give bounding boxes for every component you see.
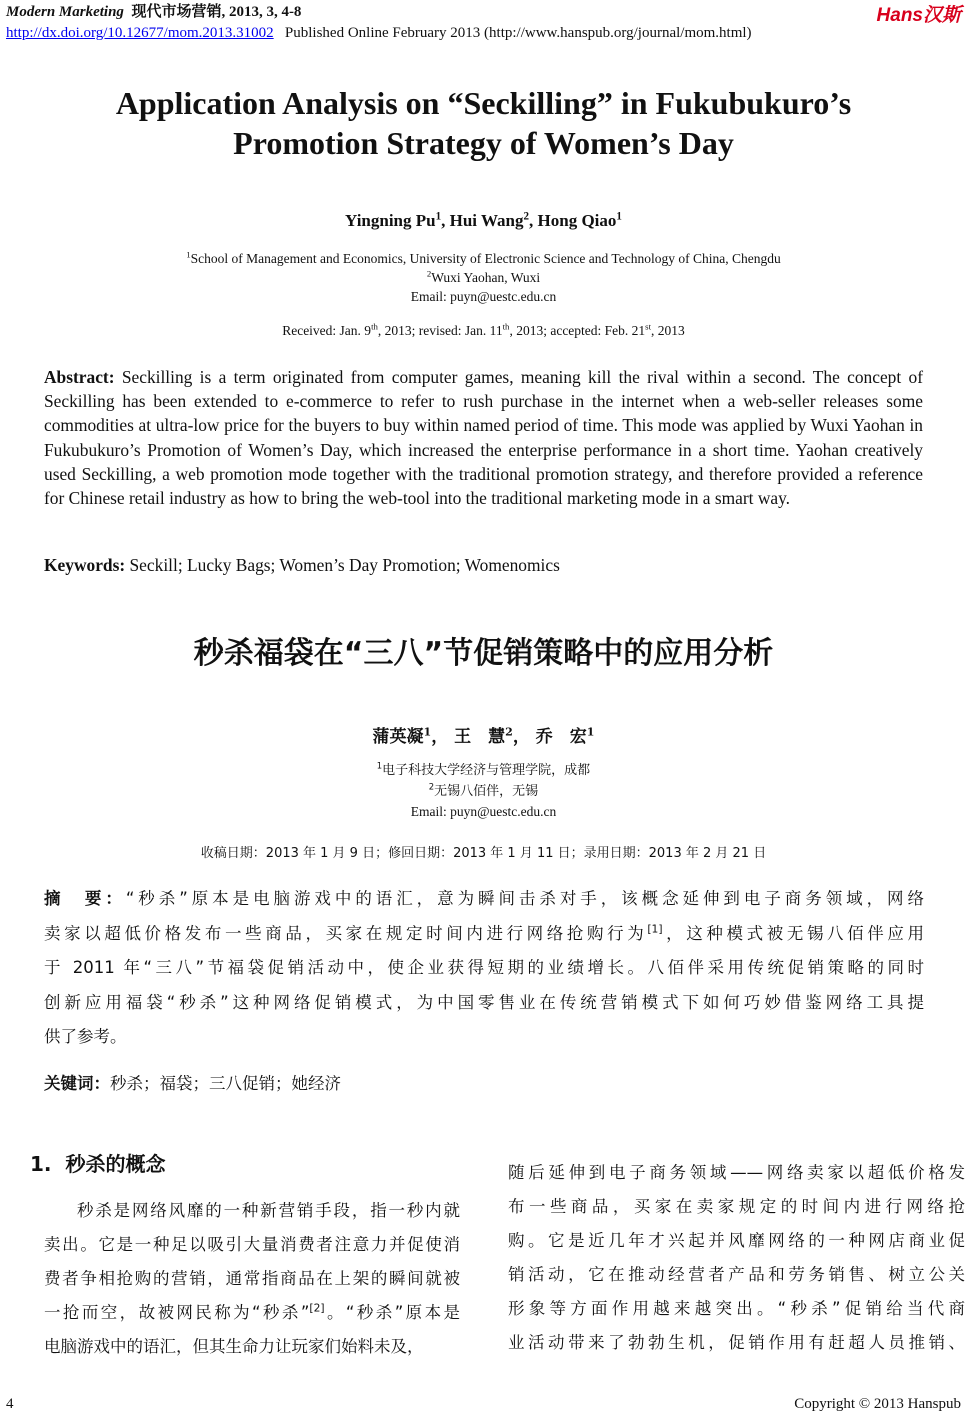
t: Received: Jan. 9 xyxy=(282,323,372,338)
t: “秒杀”原本是电脑游戏中的语汇，意为瞬间击杀对手，该概念延伸到电子商务领域，网络 xyxy=(125,889,924,908)
title-line: Application Analysis on “Seckilling” in Fukubukuro’s xyxy=(115,85,852,121)
author: Hui Wang xyxy=(449,211,524,230)
line xyxy=(44,917,924,952)
cn-title: 秒杀福袋在“三八”节促销策略中的应用分析 xyxy=(193,636,774,671)
published-info: Published Online February 2013 (http://www.hanspub.org/journal/mom.html) xyxy=(284,25,752,41)
t: st xyxy=(645,321,652,332)
aff-sup: 2 xyxy=(426,268,432,279)
author-sup: 1 xyxy=(435,210,442,223)
email: Email: puyn@uestc.edu.cn xyxy=(410,289,557,304)
line: 形象等方面作用越来越突出。“秒杀”促销给当代商 xyxy=(508,1299,965,1318)
t: , 2013; accepted: Feb. 21 xyxy=(509,323,646,338)
received-dates xyxy=(0,323,967,339)
citation[interactable]: [2] xyxy=(309,1301,325,1315)
authors: Yingning Pu$^1$, Hui Wang$^2$, Hong Qiao$^1$ xyxy=(345,210,622,230)
cn-abstract xyxy=(44,882,924,1055)
line xyxy=(44,882,924,917)
t: , 2013; revised: Jan. 11 xyxy=(377,323,503,338)
hans-logo: Hans汉斯 xyxy=(876,5,961,26)
section-number: 1. xyxy=(30,1152,52,1176)
journal-name: Modern Marketing xyxy=(6,4,124,20)
line: 卖出。它是一种足以吸引大量消费者注意力并促使消 xyxy=(44,1235,460,1254)
t: , 2013 xyxy=(651,323,685,338)
t: 。“秒杀”原本是 xyxy=(324,1303,460,1322)
affiliation xyxy=(0,249,967,268)
author: Hong Qiao xyxy=(537,211,617,230)
t: 卖家以超低价格发布一些商品，买家在规定时间内进行网络抢购行为 xyxy=(44,923,648,943)
cn-author: 乔 宏 xyxy=(535,727,587,747)
keywords-text: Seckill; Lucky Bags; Women’s Day Promotion; Womenomics xyxy=(129,555,560,575)
cn-email: Email: puyn@uestc.edu.cn xyxy=(410,804,557,819)
line: 创新应用福袋“秒杀”这种网络促销模式，为中国零售业在传统营销模式下如何巧妙借鉴网络工具提 xyxy=(44,992,924,1012)
abstract xyxy=(44,365,923,510)
body-left-column xyxy=(44,1194,460,1364)
author-sup: 1 xyxy=(616,210,622,223)
doi-line xyxy=(6,25,752,42)
author-sup: 2 xyxy=(523,210,530,223)
cn-abstract-label: 摘 要： xyxy=(44,889,126,908)
aff-sup: 1 xyxy=(186,249,191,260)
cn-keywords xyxy=(44,1070,341,1094)
line: 费者争相抢购的营销，通常指商品在上架的瞬间就被 xyxy=(44,1269,460,1288)
line: 供了参考。 xyxy=(44,1027,127,1046)
t: 一抢而空，故被网民称为“秒杀” xyxy=(44,1303,310,1322)
journal-header xyxy=(6,0,301,21)
cn-affiliation xyxy=(0,761,967,782)
sup: 1 xyxy=(586,725,595,739)
cn-author: 蒲英凝 xyxy=(372,727,424,747)
keywords xyxy=(44,555,560,576)
line: 于 2011 年“三八”节福袋促销活动中，使企业获得短期的业绩增长。八佰伴采用传统促销策略的同时 xyxy=(44,958,924,977)
cn-affiliation xyxy=(0,782,967,803)
line: 秒杀是网络风靡的一种新营销手段，指一秒内就 xyxy=(77,1201,460,1220)
author: Yingning Pu xyxy=(345,211,436,230)
sup: 2 xyxy=(505,725,513,739)
citation[interactable]: [1] xyxy=(647,922,663,935)
copyright: Copyright © 2013 Hanspub xyxy=(794,1396,961,1412)
body-right-column xyxy=(508,1156,965,1360)
cn-author: 王 慧 xyxy=(454,727,506,747)
t: th xyxy=(371,321,378,332)
abstract-text: Seckilling is a term originated from computer games, meaning kill the rival within a second. The concept of Seckilling has been extended to e-commerce to refer to rush purchase in the internet when a web-seller releases some commodities at ultra-low price for the buyers to buy within named period of time. This mode was applied by Wuxi Yaohan in Fukubukuro’s Promotion of Women’s Day, which increased the enterprise performance in a short time. Yaohan creatively used Seckilling, a web promotion mode together with the traditional promotion strategy, and therefore provided a reference for Chinese retail industry as how to bring the web-tool into the traditional marketing mode in a smart way. xyxy=(44,367,923,509)
aff-text: Wuxi Yaohan, Wuxi xyxy=(431,270,541,285)
page-number: 4 xyxy=(6,1396,14,1412)
cn-authors: 蒲英凝$^1$， 王 慧$^2$， 乔 宏$^1$ xyxy=(372,725,595,747)
line: 电脑游戏中的语汇，但其生命力让玩家们始料未及， xyxy=(44,1337,424,1356)
line xyxy=(44,1296,460,1330)
t: ，这种模式被无锡八佰伴应用 xyxy=(662,923,925,943)
t: 无锡八佰伴，无锡 xyxy=(434,783,539,799)
t: 电子科技大学经济与管理学院，成都 xyxy=(382,763,591,778)
title-line: Promotion Strategy of Women’s Day xyxy=(233,125,734,161)
aff-text: School of Management and Economics, University of Electronic Science and Technology of China, Chengdu xyxy=(190,251,781,266)
line: 购。它是近几年才兴起并风靡网络的一种网店商业促 xyxy=(508,1231,965,1250)
section-heading xyxy=(30,1148,165,1177)
paper-title xyxy=(0,83,967,163)
journal-issue: 现代市场营销, 2013, 3, 4-8 xyxy=(131,4,302,20)
cn-keywords-label: 关键词： xyxy=(44,1074,110,1093)
sup: 2 xyxy=(428,781,435,792)
line: 布一些商品，买家在卖家规定的时间内进行网络抢 xyxy=(508,1197,965,1216)
affiliation xyxy=(0,268,967,287)
abstract-label: Abstract: xyxy=(44,367,115,387)
sup: 1 xyxy=(423,725,432,739)
line: 销活动，它在推动经营者产品和劳务销售、树立公关 xyxy=(508,1265,965,1284)
keywords-label: Keywords: xyxy=(44,555,126,575)
cn-affiliations xyxy=(0,761,967,823)
affiliations xyxy=(0,249,967,306)
line: 随后延伸到电子商务领域——网络卖家以超低价格发 xyxy=(508,1163,965,1182)
t: th xyxy=(502,321,510,332)
t: 秒杀；福袋；三八促销；她经济 xyxy=(110,1074,341,1093)
cn-received-dates: 收稿日期：2013 年 1 月 9 日；修回日期：2013 年 1 月 11 日；录用日期：2013 年 2 月 21 日 xyxy=(200,846,767,861)
line: 业活动带来了勃勃生机，促销作用有赶超人员推销、 xyxy=(508,1333,965,1352)
sup: 1 xyxy=(376,760,383,771)
section-title: 秒杀的概念 xyxy=(65,1152,166,1176)
doi-link[interactable]: http://dx.doi.org/10.12677/mom.2013.31002 xyxy=(6,25,274,41)
